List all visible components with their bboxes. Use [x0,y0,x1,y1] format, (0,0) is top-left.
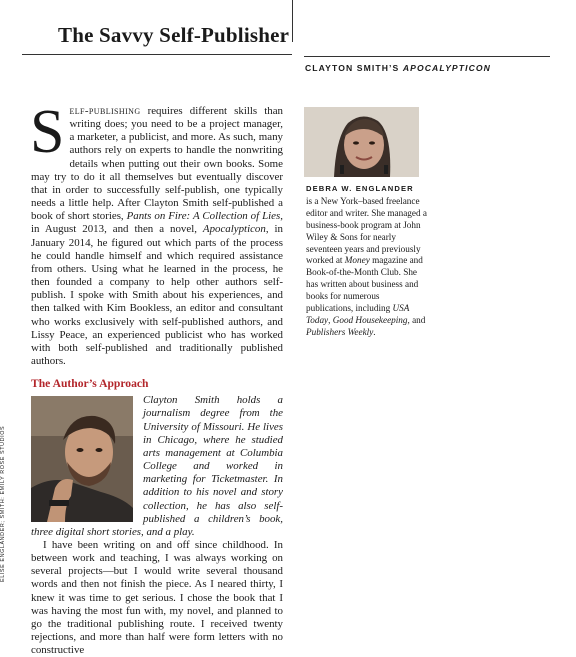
contributor-bio-a: is a New York–based freelance editor and writer. She managed a business-book program at John Wiley & Sons for nearly seventeen years and previously worked at [306,195,427,266]
intro-text-b: , in August 2013, and then a novel, [31,210,283,236]
contributor-bio-e: . [373,326,376,337]
page-title: The Savvy Self-Publisher [58,23,290,47]
running-head-book: APOCALYPTICON [402,63,491,73]
running-head [305,63,491,73]
contributor-name: DEBRA W. ENGLANDER [306,184,414,193]
intro-text-c: , in January 2014, he figured out which parts of the process he could handle himself and which required assistance from others. Using what he learned in the process, he then founded a company to help other authors self-publish. I spoke with Smith about his experiences, and then talked with Kim Bookless, an editor and consultant who works exclusively with self-published authors, and Lissy Peace, an experienced publicist who has worked with both self-published and traditionally published authors. [31,223,284,367]
photo-credit: ELISE ENGLANDER; SMITH: EMILY ROSE STUDIOS [0,425,6,582]
lead-in: elf-publishing [69,105,141,117]
running-head-prefix: CLAYTON SMITH’S [305,63,403,73]
contributor-bio-d: , and [407,314,426,325]
author-portrait-image [31,396,133,522]
running-head-rule [304,56,550,57]
pub-publishers-weekly: Publishers Weekly [306,326,374,337]
contributor-portrait-image [304,107,419,177]
pub-money: Money [344,255,370,266]
book-title-pants-on-fire: Pants on Fire: A Collection of Lies [126,210,281,223]
drop-cap: S [30,98,65,166]
contributor-bio [306,183,428,339]
contributor-bio-c: , [328,314,333,325]
intro-paragraph [30,98,284,368]
pub-usa-today: USA Today [306,303,410,325]
author-photo [31,396,133,522]
interview-paragraph: I have been writing on and off since childhood. In between work and teaching, I was always working on several projects—but I would write several thousand words and then not finish the piece. As I neared thirty, I knew it was time to get serious. I chose the book that I was having the most fun with, my novel, and planned to go the traditional publishing route. I received twenty rejections, and more than half were form letters with no constructive [31,539,283,657]
top-vertical-rule [292,0,293,42]
author-bio: Clayton Smith holds a journalism degree from the University of Missouri. He lives in Chicago, where he studied arts management at Columbia College and worked in marketing for Ticketmaster. In addition to his novel and story collection, he has also self-published a children’s book, three digital short stories, and a play. [31,394,283,538]
contributor-photo [304,107,419,177]
article-body [30,98,284,657]
pub-good-housekeeping: Good Housekeeping [332,314,408,325]
intro-text-a: requires different skills than writing does; you need to be a project manager, a marketer, a publicist, and more. As such, many authors rely on experts to handle the nonwriting details when putting out their own books. Some may try to do it all themselves but eventually discover that in order to successfully self-publish, one typically needs a little help. After Clayton Smith self-published a book of short stories, [31,105,283,223]
section-heading: The Author’s Approach [31,377,149,391]
book-title-apocalypticon: Apocalypticon [202,223,266,236]
title-rule [22,54,292,55]
contributor-bio-b: magazine and Book-of-the-Month Club. She has written about business and books for numerous publications, including [306,255,423,314]
